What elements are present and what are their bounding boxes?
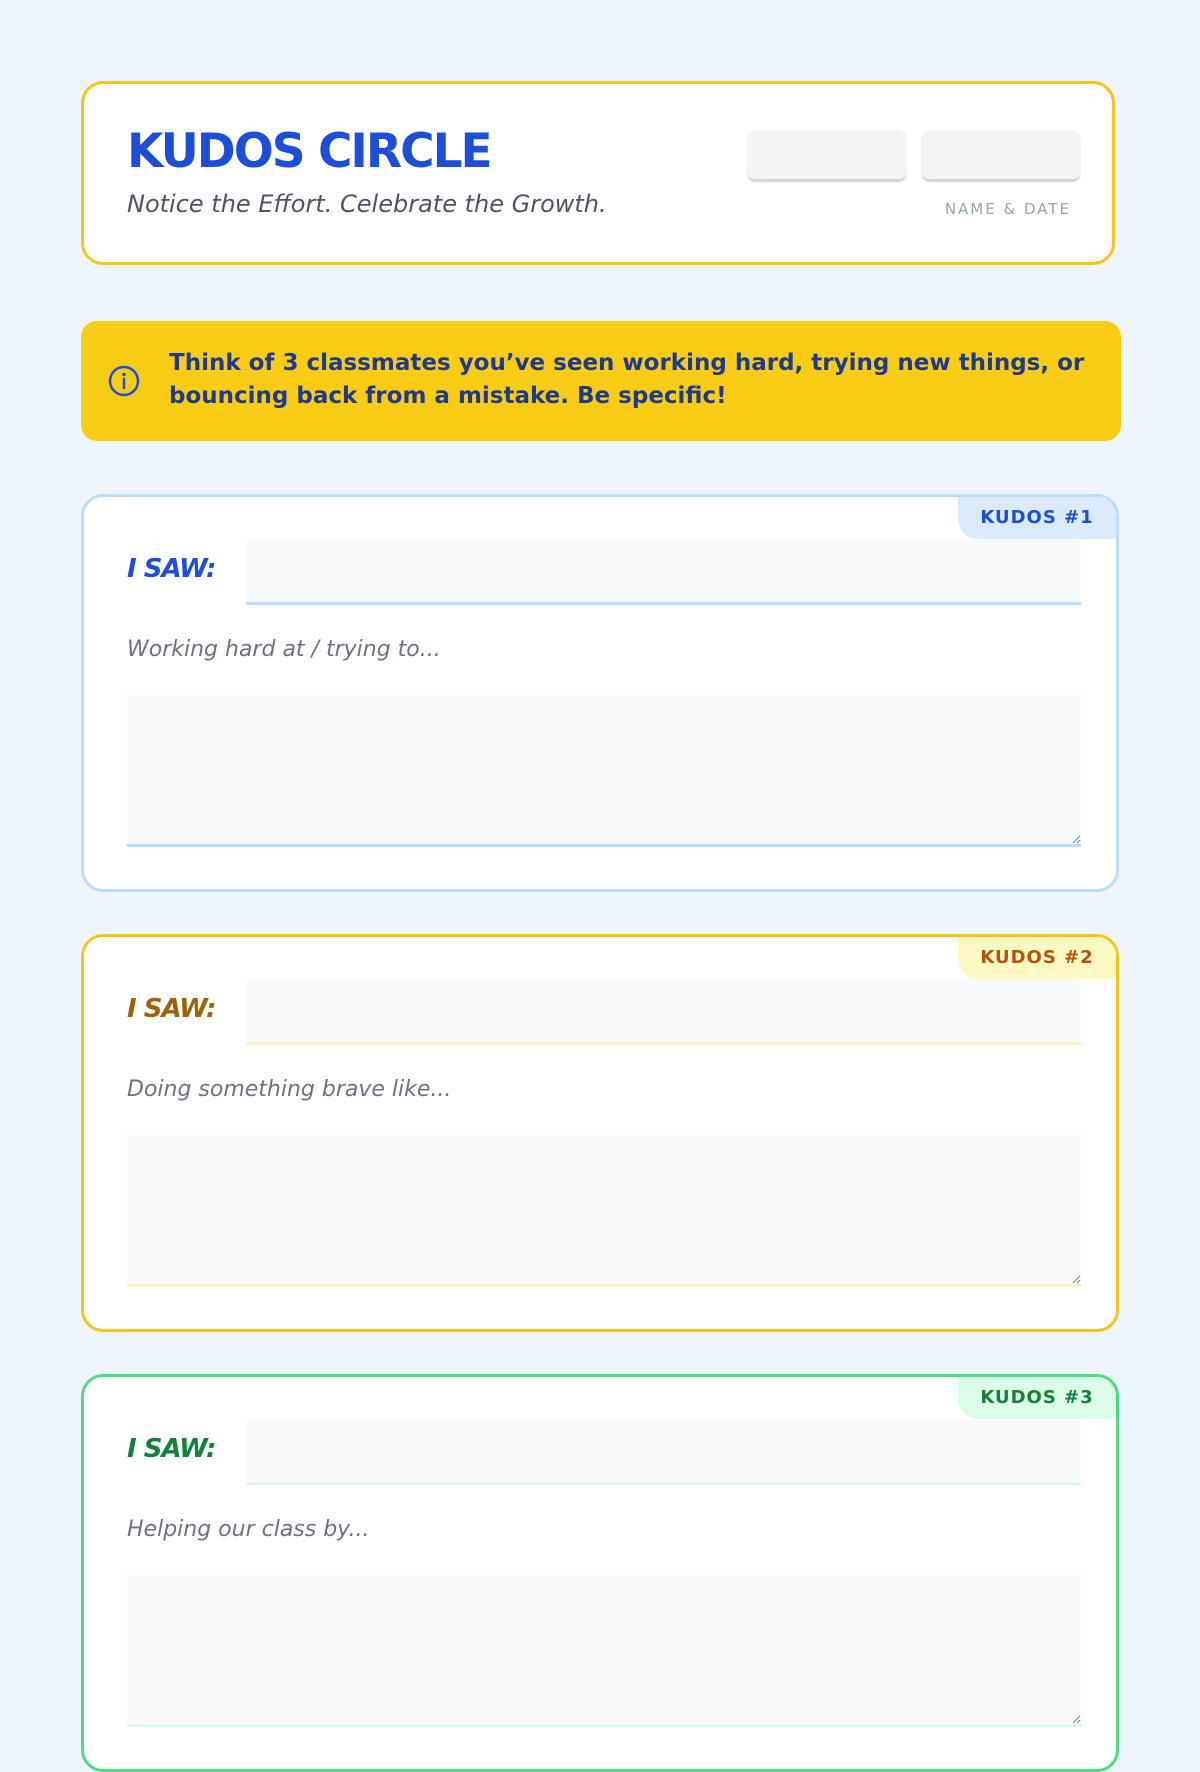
kudos-card-3 <box>81 1374 1119 1772</box>
page-title: KUDOS CIRCLE <box>127 124 491 179</box>
kudos-response-area[interactable] <box>127 1129 1081 1287</box>
i-saw-label: I SAW: <box>127 994 216 1024</box>
instruction-banner <box>81 321 1121 441</box>
kudos-tag: KUDOS #2 <box>958 937 1116 979</box>
kudos-response-area[interactable] <box>127 1569 1081 1727</box>
header-card <box>81 81 1115 265</box>
date-input[interactable] <box>921 130 1081 182</box>
i-saw-input[interactable] <box>246 979 1081 1045</box>
name-input[interactable] <box>747 130 907 182</box>
kudos-prompt: Doing something brave like... <box>127 1077 452 1102</box>
kudos-response-area[interactable] <box>127 689 1081 847</box>
kudos-card-1 <box>81 494 1119 892</box>
info-circle-icon <box>108 365 140 397</box>
name-date-label: NAME & DATE <box>944 200 1071 218</box>
i-saw-input[interactable] <box>246 1419 1081 1485</box>
kudos-card-2 <box>81 934 1119 1332</box>
kudos-prompt: Helping our class by... <box>127 1517 370 1542</box>
i-saw-label: I SAW: <box>127 1434 216 1464</box>
page-subtitle: Notice the Effort. Celebrate the Growth. <box>127 190 607 218</box>
i-saw-label: I SAW: <box>127 554 216 584</box>
i-saw-input[interactable] <box>246 539 1081 605</box>
kudos-tag: KUDOS #3 <box>958 1377 1116 1419</box>
kudos-prompt: Working hard at / trying to... <box>127 637 441 662</box>
kudos-tag: KUDOS #1 <box>958 497 1116 539</box>
instruction-text: Think of 3 classmates you’ve seen working hard, trying new things, or bouncing back from a mistake. Be specific! <box>169 350 1085 409</box>
